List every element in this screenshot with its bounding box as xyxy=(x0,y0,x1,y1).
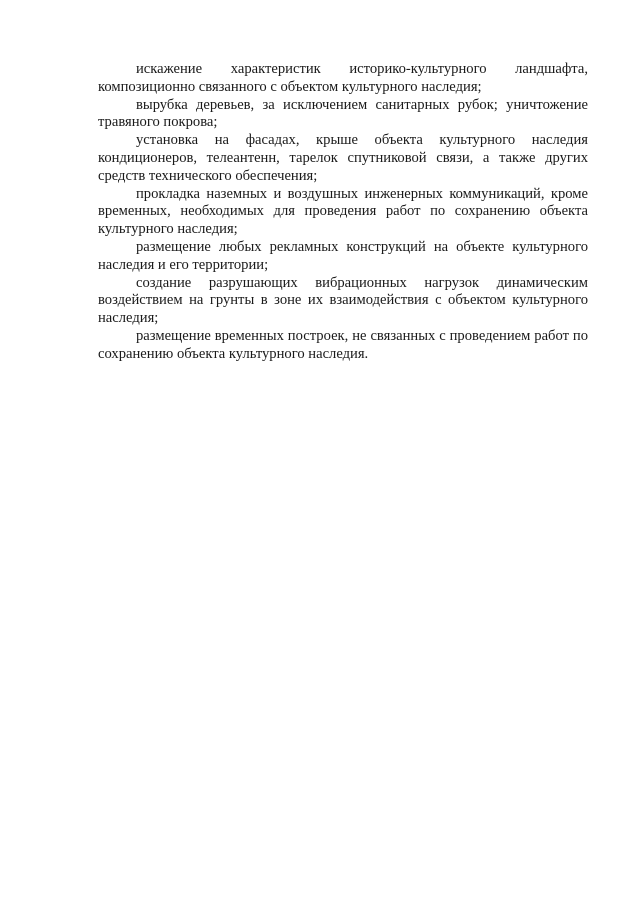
document-body xyxy=(98,61,588,364)
paragraph-tree-felling: вырубка деревьев, за исключением санитарных рубок; уничтожение травяного покрова; xyxy=(98,96,588,131)
paragraph-advertising: размещение любых рекламных конструкций на объекте культурного наследия и его территории; xyxy=(98,238,588,273)
paragraph-temporary-buildings: размещение временных построек, не связанных с проведением работ по сохранению объекта культурного наследия. xyxy=(98,327,588,362)
paragraph-utility-lines: прокладка наземных и воздушных инженерных коммуникаций, кроме временных, необходимых для проведения работ по сохранению объекта культурного наследия; xyxy=(98,185,588,238)
paragraph-vibration-loads: создание разрушающих вибрационных нагрузок динамическим воздействием на грунты в зоне их взаимодействия с объектом культурного наследия; xyxy=(98,274,588,327)
paragraph-landscape-distortion: искажение характеристик историко-культурного ландшафта, композиционно связанного с объектом культурного наследия; xyxy=(98,61,588,95)
paragraph-facade-equipment: установка на фасадах, крыше объекта культурного наследия кондиционеров, телеантенн, тарелок спутниковой связи, а также других средств технического обеспечения; xyxy=(98,132,588,184)
